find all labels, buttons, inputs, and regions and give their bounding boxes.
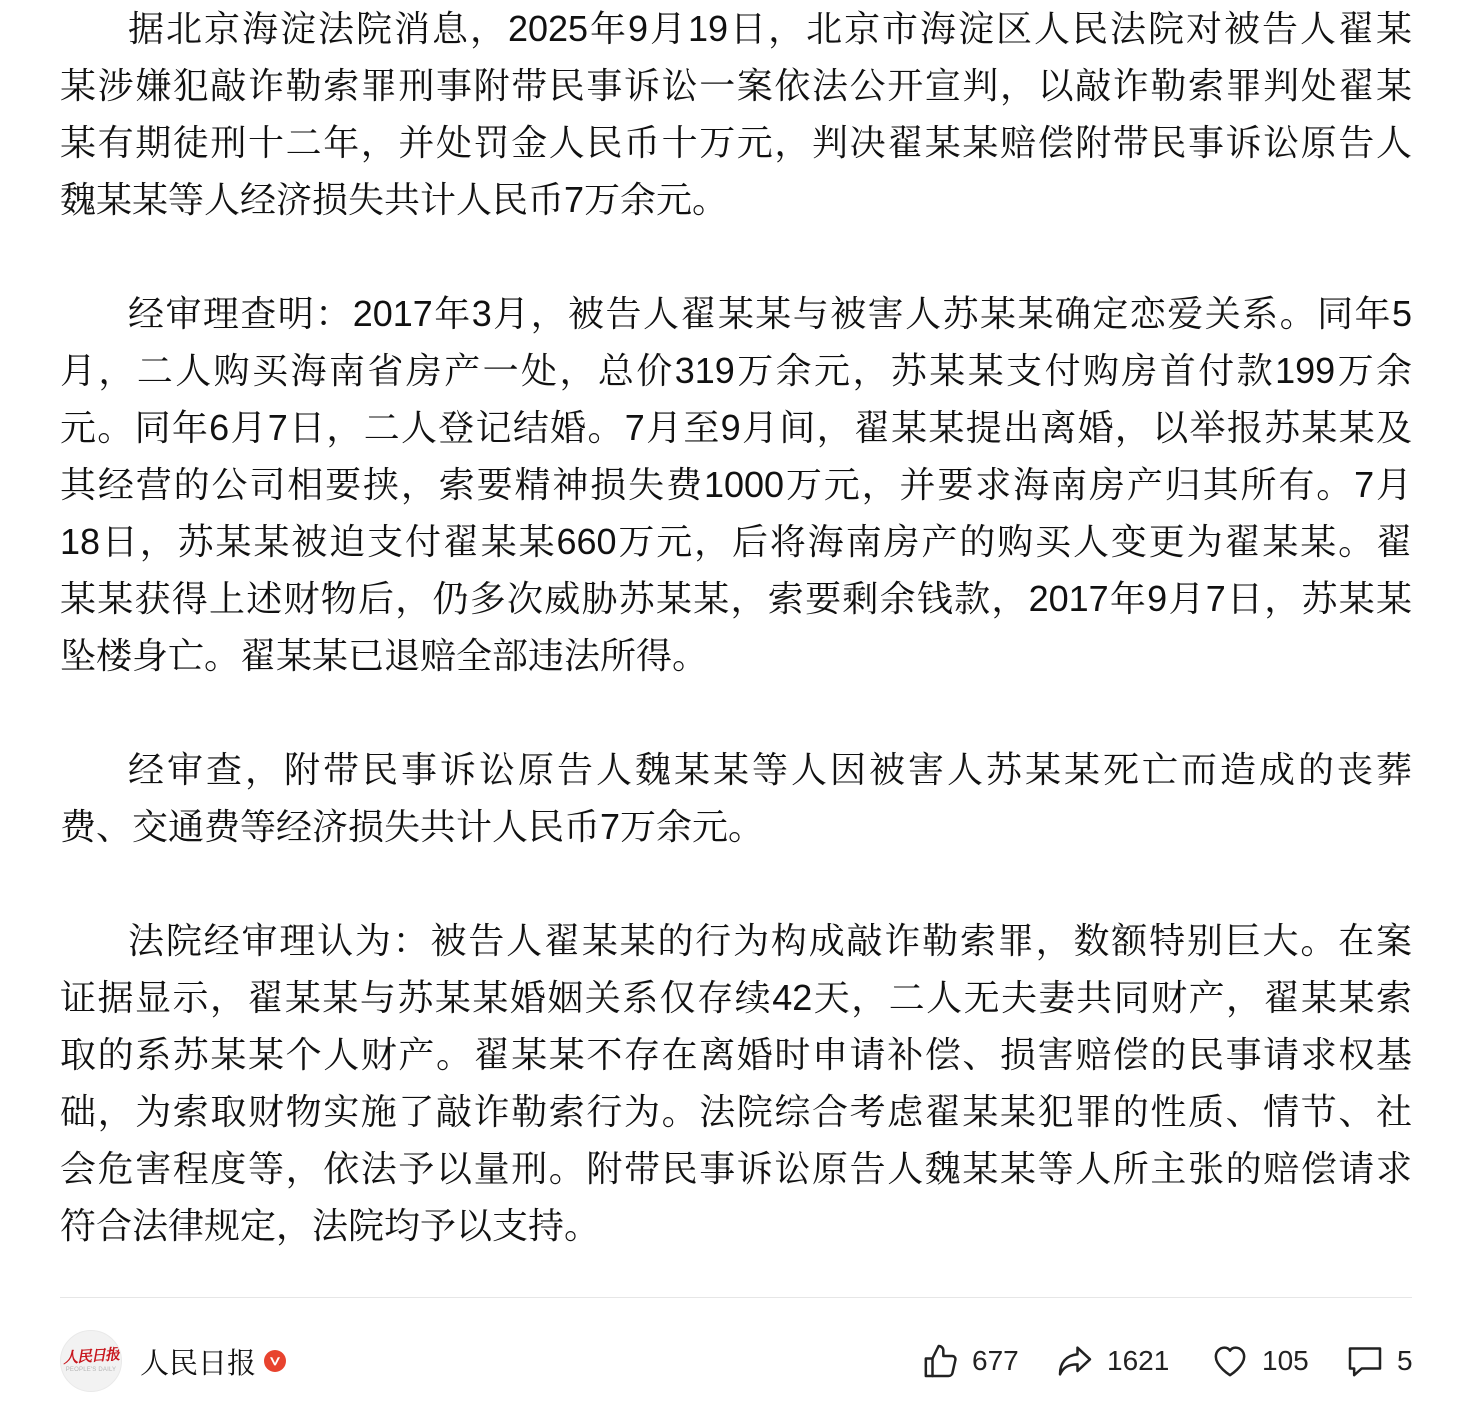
text-line: 法院经审理认为：被告人翟某某的行为构成敲诈勒索罪，数额特别巨大。在案 (128, 920, 1412, 961)
text-line: 18日，苏某某被迫支付翟某某660万元，后将海南房产的购买人变更为翟某某。翟 (60, 521, 1412, 562)
share-count: 1621 (1107, 1345, 1170, 1376)
text-line: 其经营的公司相要挟，索要精神损失费1000万元，并要求海南房产归其所有。7月 (60, 464, 1412, 505)
avatar-logo-text: 人民日报 (62, 1346, 120, 1367)
text-line: 某涉嫌犯敲诈勒索罪刑事附带民事诉讼一案依法公开宣判，以敲诈勒索罪判处翟某 (60, 65, 1412, 106)
text-line: 会危害程度等，依法予以量刑。附带民事诉讼原告人魏某某等人所主张的赔偿请求 (60, 1148, 1412, 1189)
text-line: 取的系苏某某个人财产。翟某某不存在离婚时申请补偿、损害赔偿的民事请求权基 (60, 1034, 1412, 1075)
paragraph (60, 0, 1412, 228)
text-line: 坠楼身亡。翟某某已退赔全部违法所得。 (60, 635, 709, 676)
author-info (140, 1330, 287, 1392)
heart-icon (1210, 1341, 1250, 1381)
paragraph (60, 285, 1412, 684)
post-body (60, 0, 1412, 1311)
like-button[interactable] (920, 1330, 1019, 1392)
text-line: 证据显示，翟某某与苏某某婚姻关系仅存续42天，二人无夫妻共同财产，翟某某索 (60, 977, 1412, 1018)
text-line: 据北京海淀法院消息，2025年9月19日，北京市海淀区人民法院对被告人翟某 (128, 8, 1412, 49)
avatar[interactable] (60, 1330, 122, 1392)
avatar-logo-subtext: PEOPLE'S DAILY (65, 1366, 117, 1373)
verified-icon (263, 1349, 287, 1373)
text-line: 月，二人购买海南省房产一处，总价319万余元，苏某某支付购房首付款199万余 (60, 350, 1412, 391)
text-line: 元。同年6月7日，二人登记结婚。7月至9月间，翟某某提出离婚，以举报苏某某及 (60, 407, 1412, 448)
like-count: 677 (972, 1345, 1019, 1376)
text-line: 某有期徒刑十二年，并处罚金人民币十万元，判决翟某某赔偿附带民事诉讼原告人 (60, 122, 1412, 163)
share-icon (1055, 1341, 1095, 1381)
paragraph (60, 912, 1412, 1254)
favorite-count: 105 (1262, 1345, 1309, 1376)
thumbs-up-icon (920, 1341, 960, 1381)
comment-icon (1345, 1341, 1385, 1381)
text-line: 某某获得上述财物后，仍多次威胁苏某某，索要剩余钱款，2017年9月7日，苏某某 (60, 578, 1412, 619)
text-line: 经审理查明：2017年3月，被告人翟某某与被害人苏某某确定恋爱关系。同年5 (128, 293, 1412, 334)
footer-divider (60, 1297, 1412, 1298)
text-line: 经审查，附带民事诉讼原告人魏某某等人因被害人苏某某死亡而造成的丧葬 (128, 749, 1412, 790)
post-footer (60, 1330, 1412, 1392)
text-line: 础，为索取财物实施了敲诈勒索行为。法院综合考虑翟某某犯罪的性质、情节、社 (60, 1091, 1412, 1132)
comment-button[interactable] (1345, 1330, 1413, 1392)
comment-count: 5 (1397, 1345, 1413, 1376)
text-line: 费、交通费等经济损失共计人民币7万余元。 (60, 806, 765, 847)
author-name[interactable]: 人民日报 (140, 1347, 257, 1380)
favorite-button[interactable] (1210, 1330, 1309, 1392)
text-line: 符合法律规定，法院均予以支持。 (60, 1205, 601, 1246)
paragraph (60, 741, 1412, 855)
text-line: 魏某某等人经济损失共计人民币7万余元。 (60, 179, 729, 220)
share-button[interactable] (1055, 1330, 1169, 1392)
